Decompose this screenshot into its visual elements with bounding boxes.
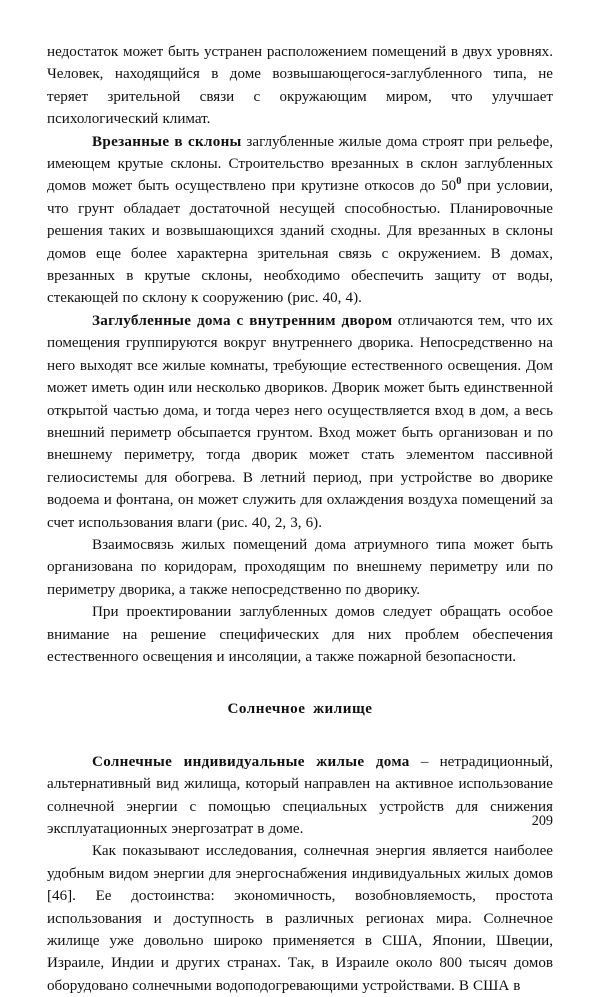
body-text-column xyxy=(47,41,553,997)
section-heading-solar-dwelling: Солнечное жилище xyxy=(227,701,373,718)
paragraph-cut-into-slopes xyxy=(47,131,553,310)
paragraph-solar-houses-definition xyxy=(47,751,553,841)
paragraph-text-after-superscript: при условии, что грунт обладает достаточной несущей способностью. Планировочные решения таких и возвышающихся зданий сходны. Для врезанных в склоны домов еще более характерна зрительная связь с окружением. В домах, врезанных в крутые склоны, необходимо обеспечить защиту от воды, стекающей по склону к сооружению (рис. 40, 4). xyxy=(47,178,553,307)
paragraph-text: – нетрадиционный, альтернативный вид жилища, который направлен на активное использование солнечной энергии с помощью специальных устройств для снижения эксплуатационных энергозатрат в доме. xyxy=(47,753,553,837)
paragraph-lead-in-bold: Врезанные в склоны xyxy=(92,133,242,150)
page-number: 209 xyxy=(531,813,553,829)
paragraph-lead-in-bold: Солнечные индивидуальные жилые дома xyxy=(92,753,410,770)
degree-superscript: 0 xyxy=(456,176,462,188)
paragraph-courtyard-houses xyxy=(47,310,553,534)
paragraph-solar-energy-research: Как показывают исследования, солнечная энергия является наиболее удобным видом энергии для энергоснабжения индивидуальных жилых домов [46]. Ее достоинства: экономичность, возобновляемость, простота использования и доступность в различных регионах мира. Солнечное жилище уже довольно широко применяется в США, Японии, Швеции, Израиле, Индии и других странах. Так, в Израиле около 800 тысяч домов оборудовано солнечными водоподогревающими устройствами. В США в xyxy=(47,843,553,994)
paragraph-text-before-superscript: заглубленные жилые дома строят при рельефе, имеющем крутые склоны. Строительство врезанных в склон заглубленных домов может быть осуществлено при крутизне откосов до 50 xyxy=(47,133,553,195)
spacer-after-heading xyxy=(47,721,553,751)
spacer-before-heading xyxy=(47,668,553,698)
paragraph-atrium-circulation: Взаимосвязь жилых помещений дома атриумного типа может быть организована по коридорам, проходящим по внешнему периметру или по периметру дворика, а также непосредственно по дворику. xyxy=(47,536,553,598)
paragraph-lead-in-bold: Заглубленные дома с внутренним двором xyxy=(92,312,393,329)
paragraph-text: отличаются тем, что их помещения группируются вокруг внутреннего дворика. Непосредственно на него выходят все жилые комнаты, требующие естественного освещения. Дом может иметь один или несколько двориков. Дворик может быть единственной открытой частью дома, и тогда через него осуществляется вход в дом, а весь внешний периметр обсыпается грунтом. Вход может быть организован и по внешнему периметру, тогда дворик может стать элементом пассивной гелиосистемы для обогрева. В летний период, при устройстве во дворике водоема и фонтана, он может служить для охлаждения воздуха помещений за счет использования влаги (рис. 40, 2, 3, 6). xyxy=(47,312,553,531)
paragraph-continuation: недостаток может быть устранен расположением помещений в двух уровнях. Человек, находящийся в доме возвышающегося-заглубленного типа, не теряет зрительной связи с окружающим миром, что улучшает психологический климат. xyxy=(47,44,553,128)
paragraph-design-considerations: При проектировании заглубленных домов следует обращать особое внимание на решение специфических для них проблем обеспечения естественного освещения и инсоляции, а также пожарной безопасности. xyxy=(47,604,553,665)
